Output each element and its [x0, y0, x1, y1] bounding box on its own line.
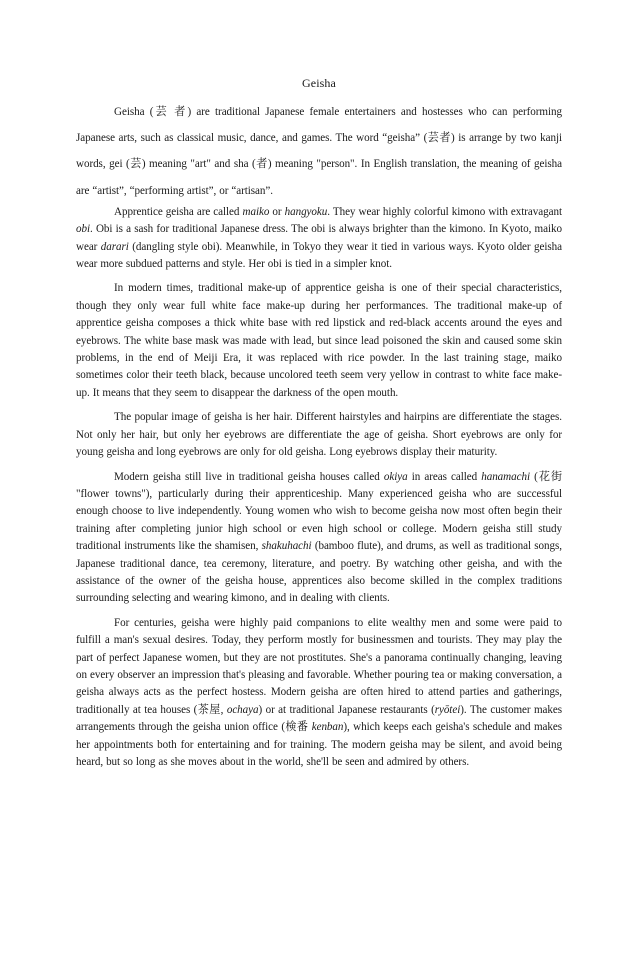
italic-term: darari [100, 240, 129, 253]
italic-term: obi [76, 223, 90, 236]
text-run: ) or at traditional Japanese restaurants ( [258, 703, 435, 716]
text-run: in areas called [407, 470, 482, 483]
paragraph-4: The popular image of geisha is her hair. Different hairstyles and hairpins are differentiate the stages. Not only her hair, but only her eyebrows are differentiate the age of geisha. Short eyebrows are only for young geisha and long eyebrows are only for old geisha. Long eyebrows display their maturity. [76, 411, 562, 459]
text-run: ), which keeps each geisha's schedule and makes her appointments both for entertaining and for training. The modern geisha may be silent, and avoid being heard, but so long as she moves about in the world, she'll be seen and admired by others. [76, 721, 562, 768]
text-run: . They wear highly colorful kimono with extravagant [327, 205, 562, 218]
document-page [76, 76, 562, 778]
paragraph-3: In modern times, traditional make-up of apprentice geisha is one of their special characteristics, though they only wear full white face make-up during her performances. The traditional make-up of apprentice geisha composes a thick white base with red lipstick and red-black accents around the eyes and eyebrows. The white base mask was made with lead, but since lead poisoned the skin and caused some skin problems, in the end of Meiji Era, it was replaced with rice powder. In the last training stage, maiko sometimes color their teeth black, because uncolored teeth seem very yellow in contrast to white face make-up. It means that they seem to disappear the darkness of the open mouth. [76, 282, 562, 399]
italic-term: kenban [311, 721, 344, 734]
text-run: (bamboo flute), and drums, as well as traditional songs, Japanese traditional dance, tea ceremony, literature, and poetry. By watching other geisha, and with the assistance of the owner of the geisha house, apprentices also become skilled in the complex traditions surrounding selecting and wearing kimono, and in dealing with clients. [76, 540, 562, 605]
italic-term: ochaya [226, 703, 259, 716]
paragraph-5 [76, 469, 562, 608]
text-run: ). The customer makes arrangements through the geisha union office (検番 [76, 703, 562, 734]
text-run: For centuries, geisha were highly paid companions to elite wealthy men and some were paid to fulfill a man's sexual desires. Today, they perform mostly for businessmen and tourists. They may play the part of perfect Japanese women, but they are not prostitutes. She's a panorama continually changing, leaving on every observer an impression that's pleasing and favorable. Whether pouring tea or making conversation, a geisha always acts as the perfect hostess. Modern geisha are often hired to attend parties and gatherings, traditionally at tea houses (茶屋, [76, 616, 562, 716]
text-run: or [269, 205, 285, 218]
paragraph-6 [76, 615, 562, 772]
paragraph-1: Geisha (芸 者) are traditional Japanese female entertainers and hostesses who can performing Japanese arts, such as classical music, dance, and games. The word “geisha” (芸者) is arrange by two kanji words, gei (芸) meaning "art" and sha (者) meaning "person". In English translation, the meaning of geisha are “artist”, “performing artist”, or “artisan”. [76, 106, 562, 197]
document-title: Geisha [302, 76, 336, 90]
text-run: Apprentice geisha are called [114, 205, 243, 218]
text-run: (花街 "flower towns"), particularly during their apprenticeship. Many experienced geisha who are successful enough choose to live independently. Young women who wish to become geisha now most often begin their training after completing junior high school or even high school or college. Modern geisha still study traditional instruments like the shamisen, [76, 470, 563, 553]
document-body [76, 99, 562, 771]
italic-term: okiya [383, 470, 408, 483]
italic-term: hanamachi [481, 470, 530, 483]
italic-term: shakuhachi [261, 540, 312, 553]
italic-term: ryōtei [434, 703, 461, 716]
text-run: Modern geisha still live in traditional geisha houses called [114, 470, 384, 483]
italic-term: hangyoku [284, 205, 328, 218]
text-run: (dangling style obi). Meanwhile, in Tokyo they wear it tied in various ways. Kyoto older geisha wear more subdued patterns and style. Her obi is tied in a simpler knot. [76, 240, 562, 271]
italic-term: maiko [242, 205, 270, 218]
text-run: . Obi is a sash for traditional Japanese dress. The obi is always brighter than the kimono. In Kyoto, maiko wear [76, 223, 562, 253]
paragraph-2 [76, 204, 562, 274]
